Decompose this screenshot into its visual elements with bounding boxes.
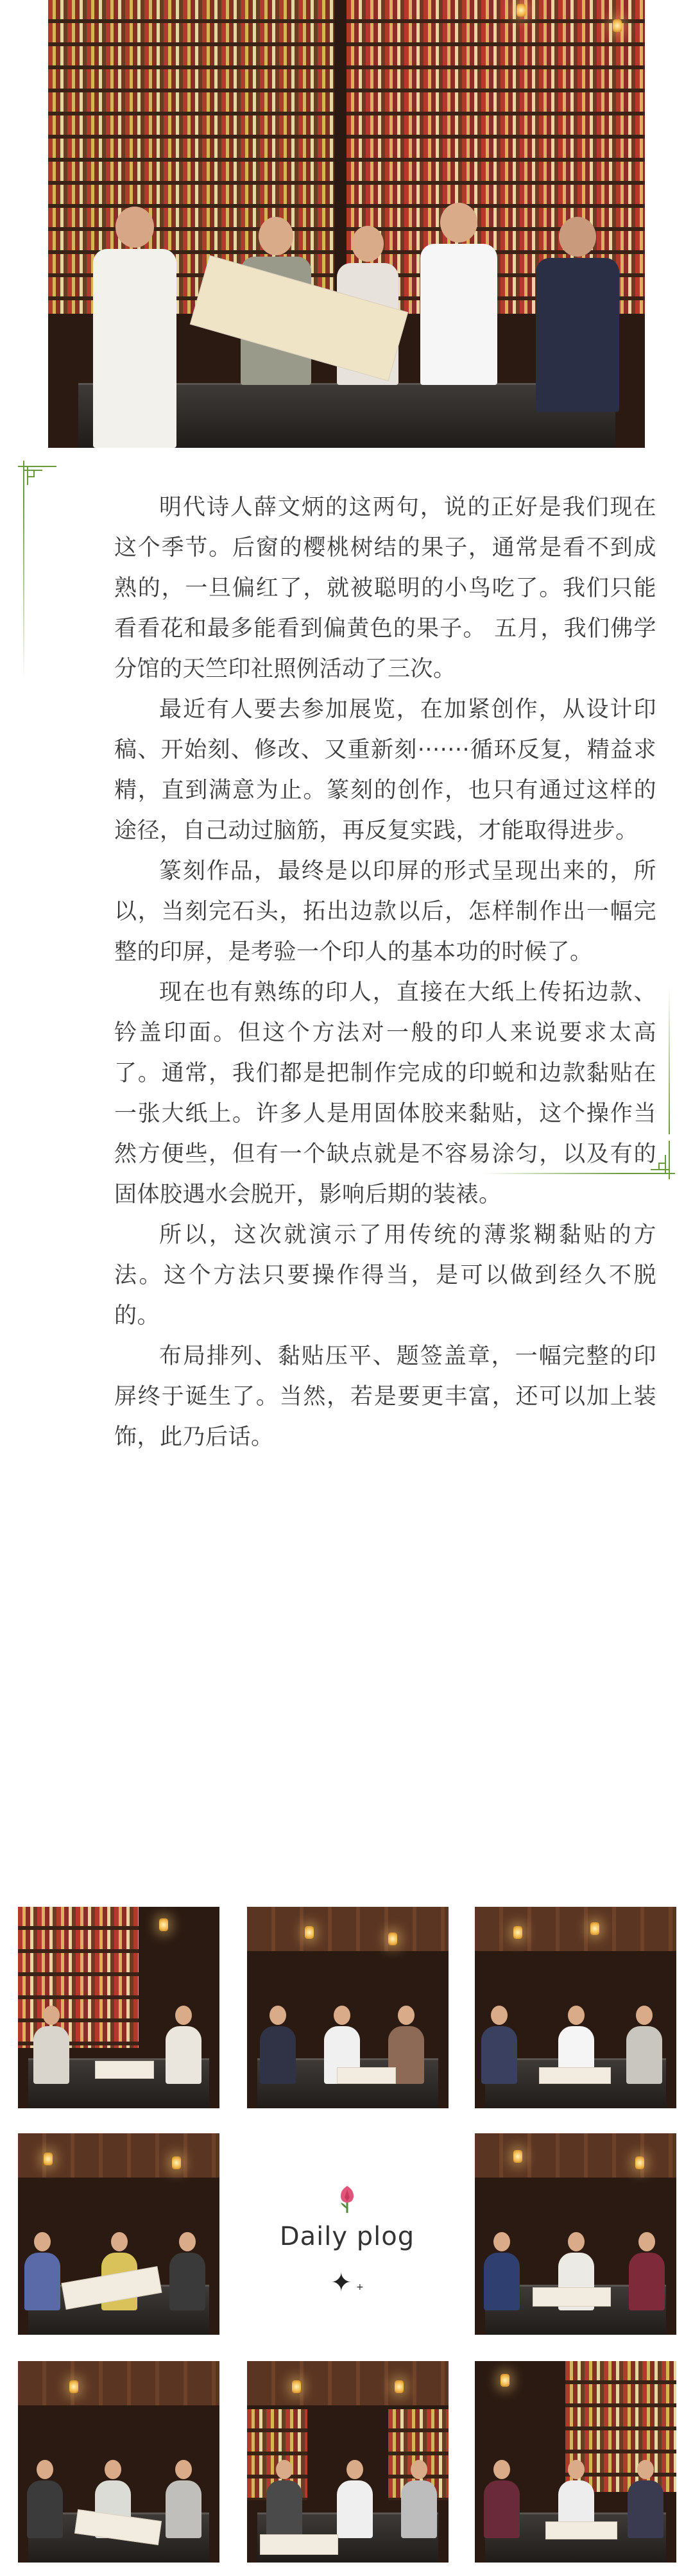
tulip-icon (337, 2183, 357, 2214)
person (420, 203, 497, 385)
paragraph: 布局排列、黏贴压平、题签盖章，一幅完整的印屏终于诞生了。当然，若是要更丰富，还可以加上装饰，此乃后话。 (114, 1343, 656, 1450)
daily-plog-card (247, 2133, 447, 2335)
grid-photo (475, 2361, 676, 2563)
grid-photo (18, 1907, 219, 2108)
article-frame (18, 461, 675, 1450)
sparkle-icon: ✦ (330, 2268, 352, 2298)
hero-photo (48, 0, 645, 448)
person (93, 207, 176, 448)
grid-photo (247, 1907, 449, 2108)
grid-photo (247, 2361, 449, 2563)
paragraph: 篆刻作品，最终是以印屏的形式呈现出来的，所以，当刻完石头，拓出边款以后，怎样制作出一幅完整的印屏，是考验一个印人的基本功的时候了。 (114, 858, 656, 965)
frame-line-left (23, 499, 24, 679)
frame-line-right (669, 987, 670, 1134)
corner-ornament-top-left (18, 461, 69, 512)
grid-photo (18, 2361, 219, 2563)
paragraph: 所以，这次就演示了用传统的薄浆糊黏贴的方法。这个方法只要操作得当，是可以做到经久不脱的。 (114, 1222, 656, 1329)
grid-photo (18, 2133, 219, 2335)
grid-photo (475, 1907, 676, 2108)
paragraph: 现在也有熟练的印人，直接在大纸上传拓边款、钤盖印面。但这个方法对一般的印人来说要求太高了。通常，我们都是把制作完成的印蜕和边款黏贴在一张大纸上。许多人是用固体胶来黏贴，这个操作当然方便些，但有一个缺点就是不容易涂匀，以及有的固体胶遇水会脱开，影响后期的装裱。 (114, 980, 656, 1207)
grid-photo (475, 2133, 676, 2335)
plog-title: Daily plog (279, 2222, 415, 2251)
person (536, 217, 619, 412)
lamp (517, 4, 526, 17)
article-body (114, 488, 656, 1458)
paragraph: 最近有人要去参加展览，在加紧创作，从设计印稿、开始刻、修改、又重新刻·······循环反复，精益求精，直到满意为止。篆刻的创作，也只有通过这样的途径，自己动过脑筋，再反复实践，才能取得进步。 (114, 697, 656, 844)
sparkle-icon: + (356, 2282, 364, 2292)
lamp (613, 19, 622, 32)
paragraph: 明代诗人薛文炳的这两句，说的正好是我们现在这个季节。后窗的樱桃树结的果子，通常是看不到成熟的，一旦偏红了，就被聪明的小鸟吃了。我们只能看看花和最多能看到偏黄色的果子。 五月，我们佛学分馆的天竺印社照例活动了三次。 (114, 495, 656, 682)
